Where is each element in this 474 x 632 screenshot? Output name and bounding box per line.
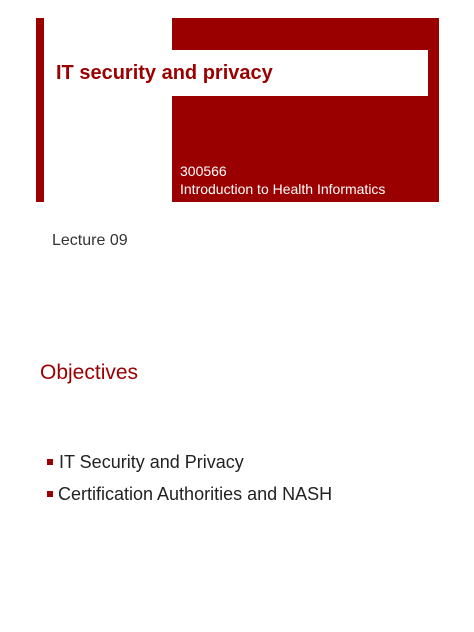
list-item-text: Certification Authorities and NASH <box>58 484 333 504</box>
accent-bar <box>36 18 44 202</box>
square-bullet-icon <box>47 459 53 465</box>
objectives-list <box>47 449 332 513</box>
list-item-text: IT Security and Privacy <box>59 452 244 472</box>
list-item <box>47 481 332 513</box>
objectives-slide <box>0 316 474 632</box>
square-bullet-icon <box>47 491 53 497</box>
objectives-heading: Objectives <box>40 361 139 384</box>
title-slide <box>0 0 474 300</box>
list-item <box>47 449 332 481</box>
title-box <box>46 50 428 96</box>
lecture-label: Lecture 09 <box>52 232 128 249</box>
course-code: 300566 <box>180 163 227 179</box>
slide-title: IT security and privacy <box>56 62 273 84</box>
course-name: Introduction to Health Informatics <box>180 181 386 197</box>
